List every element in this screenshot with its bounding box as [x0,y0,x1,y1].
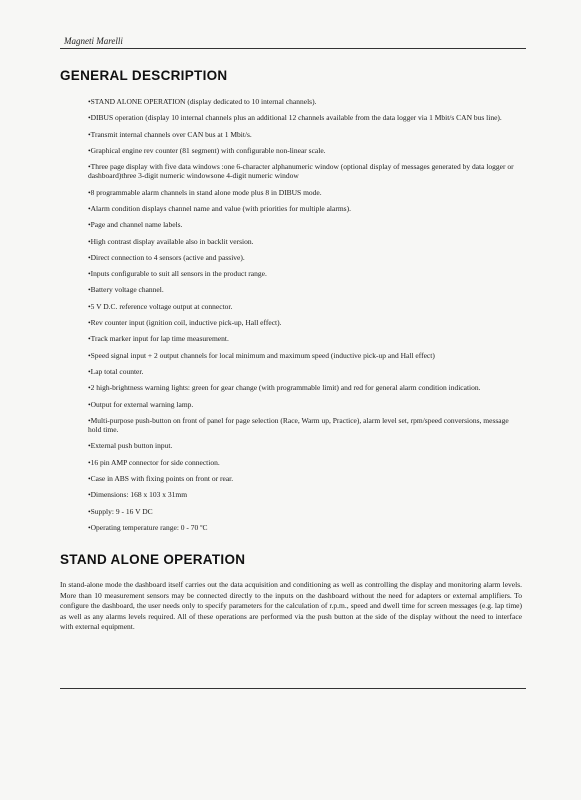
feature-bullet: •Inputs configurable to suit all sensors in the product range. [88,269,267,279]
header-divider [60,48,526,49]
feature-bullet: •Supply: 9 - 16 V DC [88,506,153,516]
feature-bullet: •STAND ALONE OPERATION (display dedicated to 10 internal channels). [88,97,317,106]
feature-bullet: •Three page display with five data windows :one 6-character alphanumeric window (optional display of messages generated by data logger or dashboard)three 3-digit numeric windowsone 4-digit numeric window [88,162,514,181]
stand-alone-paragraph: In stand-alone mode the dashboard itself carries out the data acquisition and conditioning as well as controlling the display and monitoring alarm levels. More than 10 measurement sensors may be connected directly to the inputs on the dashboard without the need for adapters or external amplifiers. To configure the dashboard, the user needs only to specify parameters for the calculation of r.p.m., speed and dwell time for screen messages (e.g. lap time) as well as any alarms levels required. All of these operations are performed via the push button at the side of the display without the need to interface with external equipment. [60,580,522,631]
feature-bullet: •Speed signal input + 2 output channels for local minimum and maximum speed (inductive pick-up and Hall effect) [88,350,435,360]
feature-bullet: •DIBUS operation (display 10 internal channels plus an additional 12 channels available from the data logger via 1 Mbit/s CAN bus line). [88,113,502,123]
feature-bullet-list [88,97,518,539]
feature-bullet: •Operating temperature range: 0 - 70 ºC [88,522,208,532]
feature-bullet: •External push button input. [88,441,173,451]
footer-divider [60,688,526,689]
feature-bullet: •Rev counter input (ignition coil, inductive pick-up, Hall effect). [88,318,282,328]
feature-bullet: •Dimensions: 168 x 103 x 31mm [88,490,188,500]
feature-bullet: •Track marker input for lap time measurement. [88,334,229,344]
feature-bullet: •Alarm condition displays channel name and value (with priorities for multiple alarms). [88,203,351,213]
header-brand: Magneti Marelli [64,36,123,46]
feature-bullet: •Case in ABS with fixing points on front or rear. [88,473,234,483]
feature-bullet: •8 programmable alarm channels in stand alone mode plus 8 in DIBUS mode. [88,187,322,197]
feature-bullet: •Page and channel name labels. [88,220,183,230]
section-title-stand-alone-operation: STAND ALONE OPERATION [60,552,246,567]
section-title-general-description: GENERAL DESCRIPTION [60,68,228,83]
feature-bullet: •2 high-brightness warning lights: green for gear change (with programmable limit) and red for general alarm condition indication. [88,383,481,393]
feature-bullet: •Battery voltage channel. [88,285,164,295]
feature-bullet: •5 V D.C. reference voltage output at connector. [88,301,233,311]
feature-bullet: •16 pin AMP connector for side connection. [88,457,220,467]
feature-bullet: •Lap total counter. [88,366,144,376]
feature-bullet: •Transmit internal channels over CAN bus at 1 Mbit/s. [88,129,252,139]
feature-bullet: •Output for external warning lamp. [88,399,194,409]
feature-bullet: •High contrast display available also in backlit version. [88,236,254,246]
feature-bullet: •Multi-purpose push-button on front of panel for page selection (Race, Warm up, Practice), alarm level set, rpm/speed conversions, message hold time. [88,415,509,435]
feature-bullet: •Direct connection to 4 sensors (active and passive). [88,252,245,262]
feature-bullet: •Graphical engine rev counter (81 segment) with configurable non-linear scale. [88,145,326,155]
